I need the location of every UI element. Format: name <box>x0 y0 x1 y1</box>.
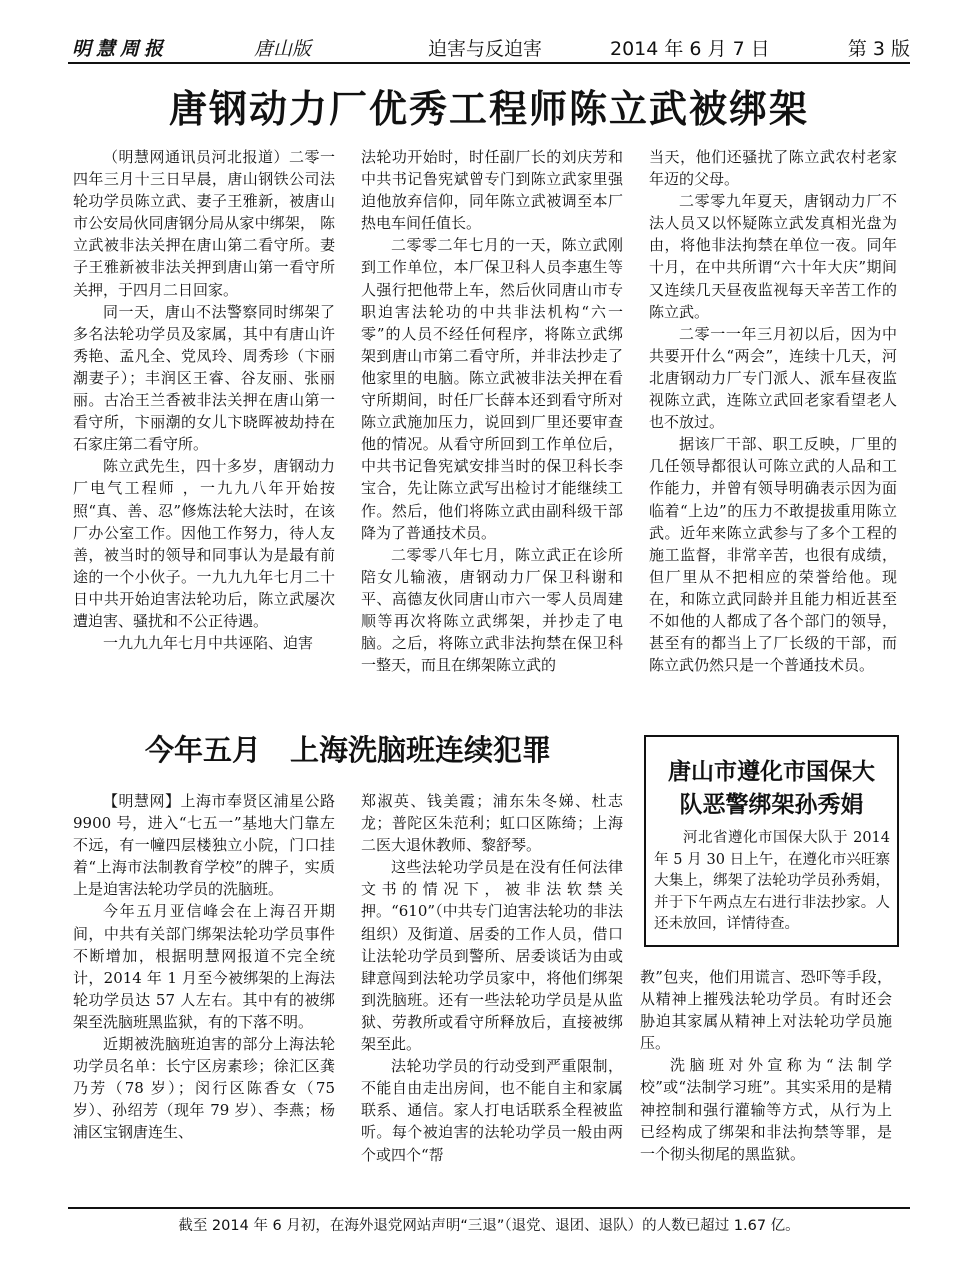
paragraph: 陈立武先生，四十多岁，唐钢动力厂电气工程师 ，一九九八年开始按照“真、善、忍”修炼法轮大法时，在该厂办公室工作。因他工作努力，待人友善，被当时的领导和同事认为是最有前途的一个小伙子。一九九九年七月二十日中共开始迫害法轮功后，陈立武屡次遭迫害、骚扰和不公正待遇。 <box>73 457 335 630</box>
edition-label: 唐山版 <box>254 38 312 60</box>
article2-column-3 <box>640 966 892 1200</box>
paragraph: 法轮功学员的行动受到严重限制，不能自由走出房间，也不能自主和家属联系、通信。家人打电话联系全程被监听。每个被迫害的法轮功学员一般由两个或四个“帮 <box>361 1057 623 1164</box>
paragraph: 郑淑英、钱美霞；浦东朱冬娣、杜志龙；普陀区朱范利；虹口区陈绮；上海二医大退休教师、黎舒琴。 <box>361 792 623 855</box>
box-title-line: 唐山市遵化市国保大 <box>668 758 875 785</box>
paper-name: 明慧周报 <box>72 38 169 60</box>
page-number: 第 3 版 <box>847 38 910 60</box>
paragraph: 当天，他们还骚扰了陈立武农村老家年迈的父母。 <box>649 148 897 189</box>
masthead <box>68 34 910 60</box>
paragraph: 二零零八年七月，陈立武正在诊所陪女儿输液，唐钢动力厂保卫科谢和平、高德友伙同唐山市六一零人员周建顺等再次将陈立武绑架，并抄走了电脑。之后，将陈立武非法拘禁在保卫科一整天，而且在绑架陈立武的 <box>361 545 623 675</box>
article1-column-1 <box>73 146 335 720</box>
article2-column-1 <box>73 790 335 1200</box>
box-body <box>654 828 890 936</box>
header-rule <box>68 62 910 64</box>
box-title <box>646 755 897 821</box>
box-title-line: 队恶警绑架孙秀娟 <box>679 791 864 818</box>
article1-column-2 <box>361 146 623 720</box>
article1-title: 唐钢动力厂优秀工程师陈立武被绑架 <box>168 86 809 131</box>
news-brief-box <box>644 735 899 947</box>
paragraph: 二零一一年三月初以后，因为中共要开什么“两会”，连续十几天，河北唐钢动力厂专门派人、派车昼夜监视陈立武，连陈立武回老家看望老人也不放过。 <box>649 324 897 432</box>
paragraph: （明慧网通讯员河北报道）二零一四年三月十三日早晨，唐山钢铁公司法轮功学员陈立武、妻子王雅新，被唐山市公安局伙同唐钢分局从家中绑架， 陈立武被非法关押在唐山第二看守所。妻子王雅新被非法关押到唐山第一看守所关押，于四月二日回家。 <box>73 148 335 299</box>
paragraph: 二零零二年七月的一天，陈立武刚到工作单位，本厂保卫科人员李惠生等人强行把他带上车，然后伙同唐山市专职迫害法轮功的中共非法机构“六一零”的人员不经任何程序，将陈立武绑架到唐山市第二看守所，并非法抄走了他家里的电脑。陈立武被非法关押在看守所期间，时任厂长薛本还到看守所对陈立武施加压力，说回到厂里还要审查他的情况。从看守所回到工作单位后，中共书记鲁宪斌安排当时的保卫科长李宝合，先让陈立武写出检讨才能继续工作。然后，他们将陈立武由副科级干部降为了普通技术员。 <box>361 236 623 542</box>
article2-title: 今年五月 上海洗脑班连续犯罪 <box>144 733 551 767</box>
paragraph: 洗脑班对外宣称为“法制学校”或“法制学习班”。其实采用的是精神控制和强行灌输等方式，从行为上已经构成了绑架和非法拘禁等罪，是一个彻头彻尾的黑监狱。 <box>640 1056 892 1163</box>
paragraph: 【明慧网】上海市奉贤区浦星公路 9900 号，进入“七五一”基地大门靠左不远，有一幢四层楼独立小院，门口挂着“上海市法制教育学校”的牌子，实质上是迫害法轮功学员的洗脑班。 <box>73 792 335 899</box>
paragraph: 一九九九年七月中共诬陷、迫害 <box>103 634 314 653</box>
paragraph: 近期被洗脑班迫害的部分上海法轮功学员名单：长宁区房素珍；徐汇区龚乃芳（78 岁）；闵行区陈香女（75 岁）、孙绍芳（现年 79 岁）、李燕；杨浦区宝钢唐连生、 <box>73 1035 335 1142</box>
article2-column-2 <box>361 790 623 1200</box>
section-label: 迫害与反迫害 <box>428 38 543 60</box>
paragraph: 法轮功开始时，时任副厂长的刘庆芳和中共书记鲁宪斌曾专门到陈立武家里强迫他放弃信仰，同年陈立武被调至本厂热电车间任值长。 <box>361 148 623 233</box>
paragraph: 同一天，唐山不法警察同时绑架了多名法轮功学员及家属，其中有唐山许秀艳、孟凡全、党凤玲、周秀珍（卞丽潮妻子）；丰润区王睿、谷友丽、张丽丽。古冶王兰香被非法关押在唐山第一看守所，卞丽潮的女儿卞晓晖被劫持在石家庄第二看守所。 <box>73 302 335 454</box>
issue-date: 2014 年 6 月 7 日 <box>610 38 770 60</box>
paragraph: 这些法轮功学员是在没有任何法律文书的情况下，被非法软禁关押。“610”（中共专门迫害法轮功的非法组织）及街道、居委的工作人员，借口让法轮功学员到警所、居委谈话为由或肆意闯到法轮功学员家中，将他们绑架到洗脑班。还有一些法轮功学员是从监狱、劳教所或看守所释放后，直接被绑架至此。 <box>361 858 623 1054</box>
paragraph: 据该厂干部、职工反映，厂里的几任领导都很认可陈立武的人品和工作能力，并曾有领导明确表示因为面临着“上边”的压力不敢提拔重用陈立武。近年来陈立武参与了多个工程的施工监督，非常辛苦，也很有成绩，但厂里从不把相应的荣誉给他。现在，和陈立武同龄并且能力相近甚至不如他的人都成了各个部门的领导，甚至有的都当上了厂长级的干部，而陈立武仍然只是一个普通技术员。 <box>649 435 897 675</box>
footer-notice: 截至 2014 年 6 月初，在海外退党网站声明“三退”（退党、退团、退队）的人数已超过 1.67 亿。 <box>178 1218 800 1234</box>
footer-rule <box>68 1207 910 1209</box>
paragraph: 今年五月亚信峰会在上海召开期间，中共有关部门绑架法轮功学员事件不断增加，根据明慧网报道不完全统计，2014 年 1 月至今被绑架的上海法轮功学员达 57 人左右。其中有的被绑架至洗脑班黑监狱，有的下落不明。 <box>73 902 335 1031</box>
paragraph: 教”包夹，他们用谎言、恐吓等手段，从精神上摧残法轮功学员。有时还会胁迫其家属从精神上对法轮功学员施压。 <box>640 968 892 1053</box>
paragraph: 二零零九年夏天，唐钢动力厂不法人员又以怀疑陈立武发真相光盘为由，将他非法拘禁在单位一夜。同年十月，在中共所谓“六十年大庆”期间又连续几天昼夜监视每天辛苦工作的陈立武。 <box>649 192 897 321</box>
paragraph: 河北省遵化市国保大队于 2014 年 5 月 30 日上午，在遵化市兴旺寨大集上，绑架了法轮功学员孙秀娟，并于下午两点左右进行非法抄家。人还未放回，详情待查。 <box>654 830 890 933</box>
article1-column-3 <box>649 146 897 720</box>
